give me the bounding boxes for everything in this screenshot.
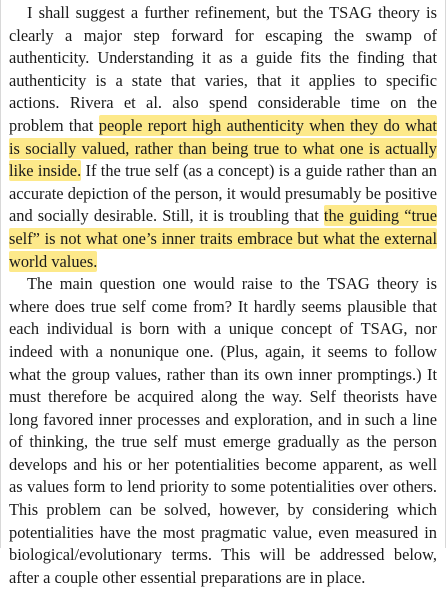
body-text <box>9 2 437 589</box>
highlighted-passage: the guiding “true self” is not what one’s inner traits embrace but what the external world values. <box>9 206 437 271</box>
text-segment: If the true self (as a concept) is a guide rather than an accurate depiction of the person, it would presumably be positive and socially desirable. Still, it is troubling that <box>9 161 437 226</box>
text-segment: The main question one would raise to the TSAG theory is where does true self come from? It hardly seems plausible that each individual is born with a unique concept of TSAG, nor indeed with a nonunique one. (Plus, again, it seems to follow what the group values, rather than its own inner promptings.) It must therefore be acquired along the way. Self theorists have long favored inner processes and exploration, and in such a line of thinking, the true self must emerge gradually as the person develops and his or her potentialities become apparent, as well as values form to lend priority to some potentialities over others. This problem can be solved, however, by considering which potentialities have the most pragmatic value, even measured in biological/evolutionary terms. This will be addressed below, after a couple other essential preparations are in place. <box>9 274 437 587</box>
paragraph-1 <box>9 2 437 273</box>
paragraph-2 <box>9 273 437 589</box>
text-segment: I shall suggest a further refinement, but the TSAG theory is clearly a major step forward for escaping the swamp of authenticity. Understanding it as a guide fits the finding that authenticity is a state that varies, that it applies to specific actions. Rivera et al. also spend considerable time on the problem that <box>9 3 437 135</box>
highlighted-passage: people report high authenticity when they do what is socially valued, rather than being true to what one is actually like inside. <box>9 115 437 181</box>
